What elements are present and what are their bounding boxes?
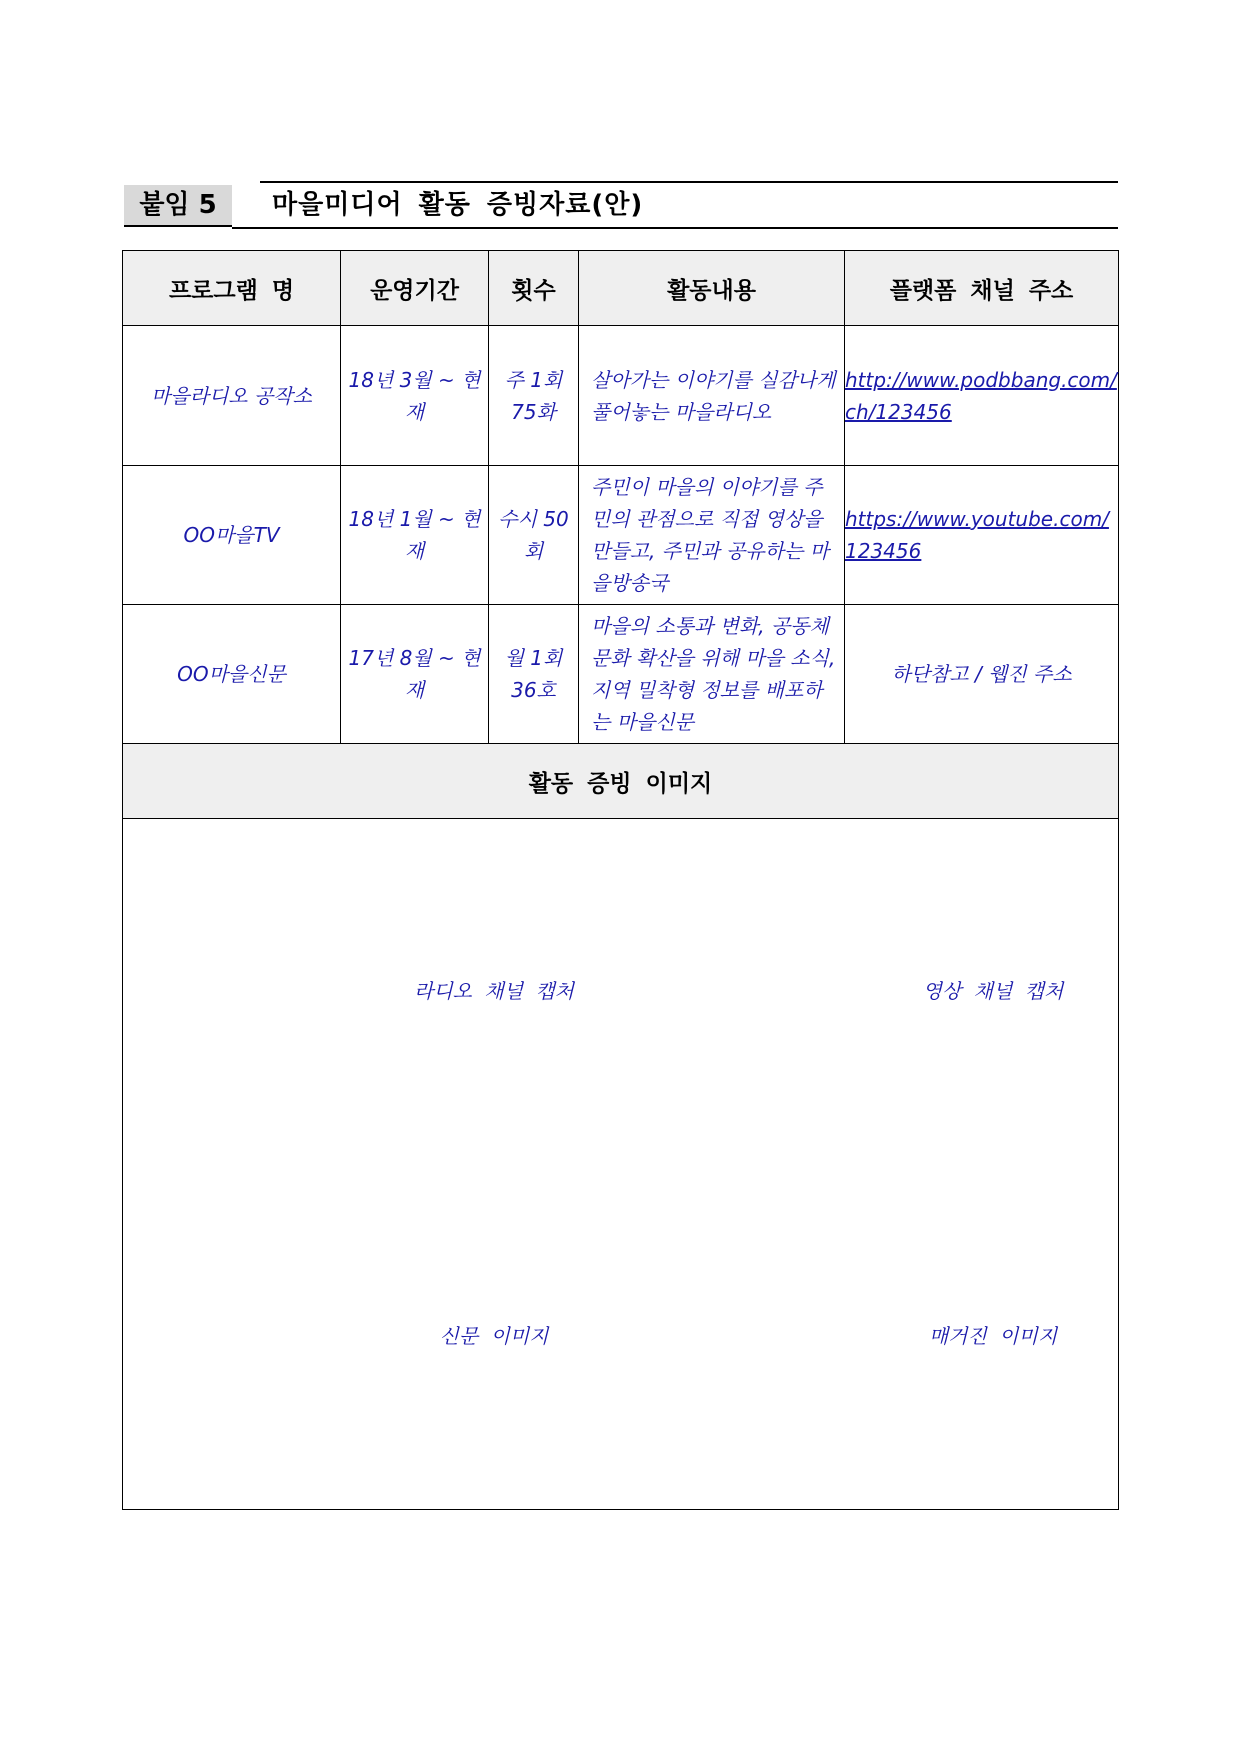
evidence-image-row xyxy=(123,819,1119,1510)
video-capture-placeholder: 영상 채널 캡처 xyxy=(922,979,1064,1003)
activity-cell: 살아가는 이야기를 실감나게 풀어놓는 마을라디오 xyxy=(579,326,845,466)
evidence-image-area xyxy=(123,819,1119,1510)
period-cell: 18년 3월 ~ 현재 xyxy=(341,326,489,466)
count-cell: 월 1회 36호 xyxy=(489,605,579,744)
attachment-label: 붙임 5 xyxy=(124,185,232,227)
table-row xyxy=(123,466,1119,605)
period-cell: 18년 1월 ~ 현재 xyxy=(341,466,489,605)
column-header-activity: 활동내용 xyxy=(579,251,845,326)
magazine-image-placeholder: 매거진 이미지 xyxy=(928,1324,1058,1348)
newspaper-image-placeholder: 신문 이미지 xyxy=(439,1324,549,1348)
document-header xyxy=(124,181,1118,229)
evidence-header-row xyxy=(123,744,1119,819)
document-title: 마을미디어 활동 증빙자료(안) xyxy=(272,190,644,220)
activity-table xyxy=(122,250,1119,1510)
activity-cell: 주민이 마을의 이야기를 주민의 관점으로 직접 영상을 만들고, 주민과 공유하는 마을방송국 xyxy=(579,466,845,605)
table-row xyxy=(123,605,1119,744)
column-header-period: 운영기간 xyxy=(341,251,489,326)
count-cell: 수시 50회 xyxy=(489,466,579,605)
column-header-channel: 플랫폼 채널 주소 xyxy=(845,251,1119,326)
channel-cell xyxy=(845,466,1119,605)
program-cell: OO마을신문 xyxy=(123,605,341,744)
channel-cell: 하단참고 / 웹진 주소 xyxy=(845,605,1119,744)
evidence-section-title: 활동 증빙 이미지 xyxy=(123,744,1119,819)
count-cell: 주 1회 75화 xyxy=(489,326,579,466)
program-cell: OO마을TV xyxy=(123,466,341,605)
table-row xyxy=(123,326,1119,466)
period-cell: 17년 8월 ~ 현재 xyxy=(341,605,489,744)
program-cell: 마을라디오 공작소 xyxy=(123,326,341,466)
title-rule-top xyxy=(260,181,1118,183)
title-rule-bottom xyxy=(232,227,1118,229)
activity-cell: 마을의 소통과 변화, 공동체 문화 확산을 위해 마을 소식, 지역 밀착형 정보를 배포하는 마을신문 xyxy=(579,605,845,744)
channel-link[interactable]: https://www.youtube.com/123456 xyxy=(845,507,1109,563)
column-header-count: 횟수 xyxy=(489,251,579,326)
channel-cell xyxy=(845,326,1119,466)
column-header-program: 프로그램 명 xyxy=(123,251,341,326)
table-header-row xyxy=(123,251,1119,326)
radio-capture-placeholder: 라디오 채널 캡처 xyxy=(414,979,574,1003)
channel-link[interactable]: http://www.podbbang.com/ch/123456 xyxy=(845,367,1117,424)
